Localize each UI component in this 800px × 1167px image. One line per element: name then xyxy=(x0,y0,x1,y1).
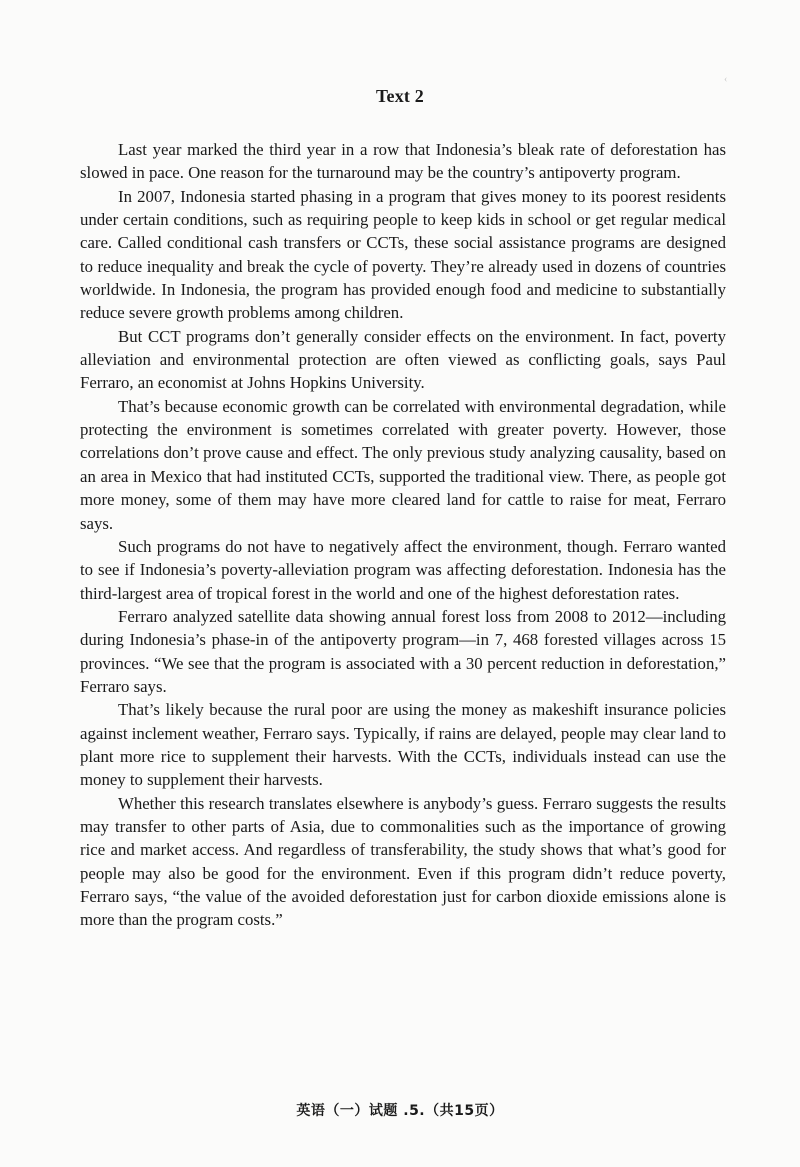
text-title: Text 2 xyxy=(375,86,425,106)
paragraph-6: Ferraro analyzed satellite data showing annual forest loss from 2008 to 2012—including during Indonesia’s phase-in of the antipoverty program—in 7, 468 forested villages across 15 provinces. “We see that the program is associated with a 30 percent reduction in deforestation,” Ferraro says. xyxy=(80,606,726,696)
paragraph-1: Last year marked the third year in a row that Indonesia’s bleak rate of deforestation has slowed in pace. One reason for the turnaround may be the country’s antipoverty program. xyxy=(80,140,726,183)
paragraph-7: That’s likely because the rural poor are using the money as makeshift insurance policies against inclement weather, Ferraro says. Typically, if rains are delayed, people may clear land to plant more rice to supplement their harvests. With the CCTs, individuals instead can use the money to supplement their harvests. xyxy=(80,700,726,790)
paragraph-8: Whether this research translates elsewhere is anybody’s guess. Ferraro suggests the results may transfer to other parts of Asia, due to commonalities such as the importance of growing rice and market access. And regardless of transferability, the study shows that what’s good for people may also be good for the environment. Even if this program didn’t reduce poverty, Ferraro says, “the value of the avoided deforestation just for carbon dioxide emissions alone is more than the program costs.” xyxy=(80,793,726,930)
page-footer: 英语（一）试题 .5.（共15页） xyxy=(296,1103,504,1119)
paragraph-4: That’s because economic growth can be correlated with environmental degradation, while protecting the environment is sometimes correlated with greater poverty. However, those correlations don’t prove cause and effect. The only previous study analyzing causality, based on an area in Mexico that had instituted CCTs, supported the traditional view. There, as people got more money, some of them may have more cleared land for cattle to raise for meat, Ferraro says. xyxy=(80,396,726,533)
passage-body xyxy=(80,138,726,932)
scan-mark-decoration: ‹ xyxy=(724,74,728,85)
paragraph-2: In 2007, Indonesia started phasing in a program that gives money to its poorest residents under certain conditions, such as requiring people to keep kids in school or get regular medical care. Called conditional cash transfers or CCTs, these social assistance programs are designed to reduce inequality and break the cycle of poverty. They’re already used in dozens of countries worldwide. In Indonesia, the program has provided enough food and medicine to substantially reduce severe growth problems among children. xyxy=(80,186,726,323)
paragraph-5: Such programs do not have to negatively affect the environment, though. Ferraro wanted to see if Indonesia’s poverty-alleviation program was affecting deforestation. Indonesia has the third-largest area of tropical forest in the world and one of the highest deforestation rates. xyxy=(80,536,726,603)
paragraph-3: But CCT programs don’t generally consider effects on the environment. In fact, poverty alleviation and environmental protection are often viewed as conflicting goals, says Paul Ferraro, an economist at Johns Hopkins University. xyxy=(80,326,726,393)
